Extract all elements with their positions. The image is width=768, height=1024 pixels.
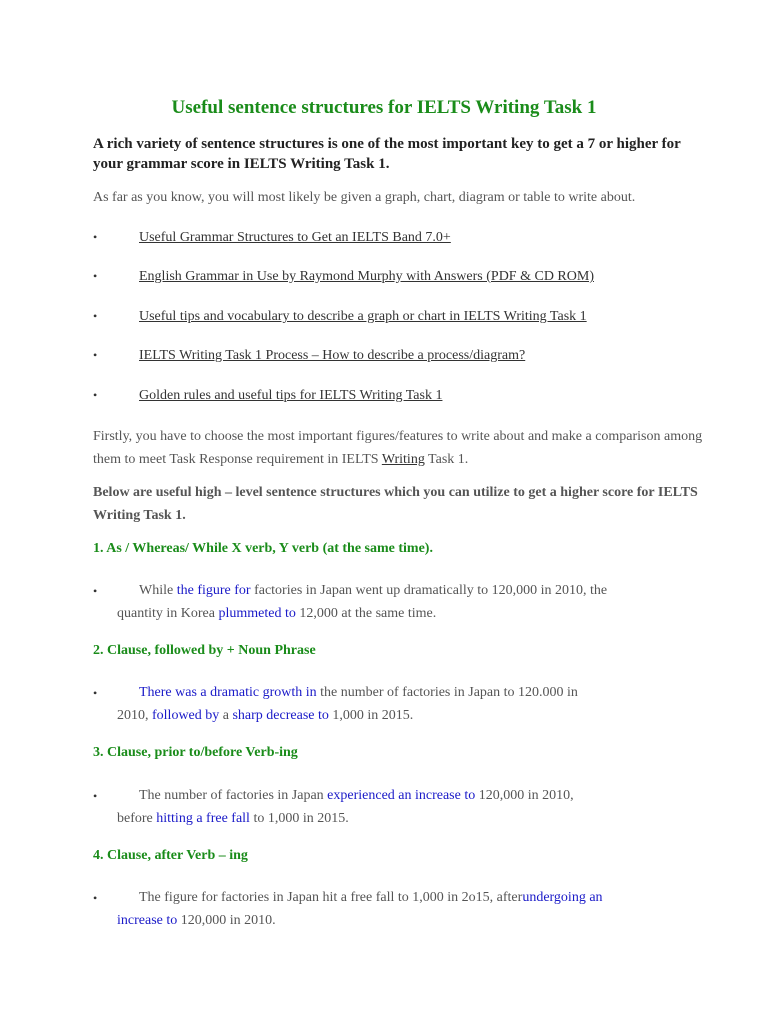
highlight-phrase: There was a dramatic growth in [139,685,317,700]
highlight-phrase: the figure for [176,583,251,598]
example-line [93,807,693,830]
text: factories in Japan went up dramatically to 120,000 in 2010, the [250,583,608,598]
example-line [93,681,693,704]
text: 12,000 at the same time. [295,606,437,621]
example-line [93,886,693,909]
related-link[interactable]: IELTS Writing Task 1 Process – How to describe a process/diagram? [139,348,526,363]
related-link[interactable]: Golden rules and useful tips for IELTS Writing Task 1 [139,388,443,403]
highlight-phrase: experienced an increase to [327,788,476,803]
bullet: • [93,686,98,700]
bullet: • [93,348,98,362]
example-line [93,602,693,625]
related-link[interactable]: Useful Grammar Structures to Get an IELTS Band 7.0+ [139,230,451,245]
bullet: • [93,230,98,244]
text: The figure for factories in Japan hit a free fall to 1,000 in 2o15, after [139,890,523,905]
example-line [93,704,693,727]
text: While [139,583,177,598]
example-line [93,579,693,602]
firstly-paragraph [93,425,703,471]
example-line [93,784,693,807]
example-item [93,886,693,932]
text: quantity in Korea [117,606,219,621]
text: 120,000 in 2010. [177,913,276,928]
bullet: • [93,309,98,323]
writing-link[interactable]: Writing [381,452,425,467]
highlight-phrase: hitting a free fall [156,811,250,826]
text: The number of factories in Japan [139,788,328,803]
section-heading: 2. Clause, followed by + Noun Phrase [93,643,316,658]
text: before [117,811,157,826]
highlight-phrase: followed by [152,708,220,723]
below-paragraph: Below are useful high – level sentence structures which you can utilize to get a higher score for IELTS Writing Task 1. [93,485,698,523]
firstly-text-end: Task 1. [424,452,469,467]
highlight-phrase: undergoing an [522,890,603,905]
lead-paragraph: As far as you know, you will most likely be given a graph, chart, diagram or table to write about. [93,190,636,205]
bullet: • [93,789,98,803]
text: a [219,708,233,723]
text: 120,000 in 2010, [475,788,574,803]
highlight-phrase: plummeted to [218,606,296,621]
bullet: • [93,388,98,402]
firstly-text: Firstly, you have to choose the most important figures/features to write about and make a comparison among them to meet Task Response requirement in IELTS [93,429,703,467]
text: the number of factories in Japan to 120.000 in [316,685,578,700]
intro-paragraph: A rich variety of sentence structures is one of the most important key to get a 7 or higher for your grammar score in IELTS Writing Task 1. [93,136,681,172]
section-heading: 3. Clause, prior to/before Verb-ing [93,745,298,760]
bullet: • [93,891,98,905]
example-item [93,579,693,625]
bullet: • [93,269,98,283]
example-item [93,784,693,830]
text: 1,000 in 2015. [328,708,414,723]
highlight-phrase: increase to [117,913,178,928]
section-heading: 1. As / Whereas/ While X verb, Y verb (at the same time). [93,541,433,556]
text: to 1,000 in 2015. [249,811,349,826]
related-link[interactable]: Useful tips and vocabulary to describe a graph or chart in IELTS Writing Task 1 [139,309,587,324]
page-title: Useful sentence structures for IELTS Writing Task 1 [171,97,597,118]
related-link[interactable]: English Grammar in Use by Raymond Murphy with Answers (PDF & CD ROM) [139,269,594,284]
highlight-phrase: sharp decrease to [232,708,329,723]
bullet: • [93,584,98,598]
section-heading: 4. Clause, after Verb – ing [93,848,248,863]
example-line [93,909,693,932]
text: 2010, [117,708,152,723]
example-item [93,681,693,727]
